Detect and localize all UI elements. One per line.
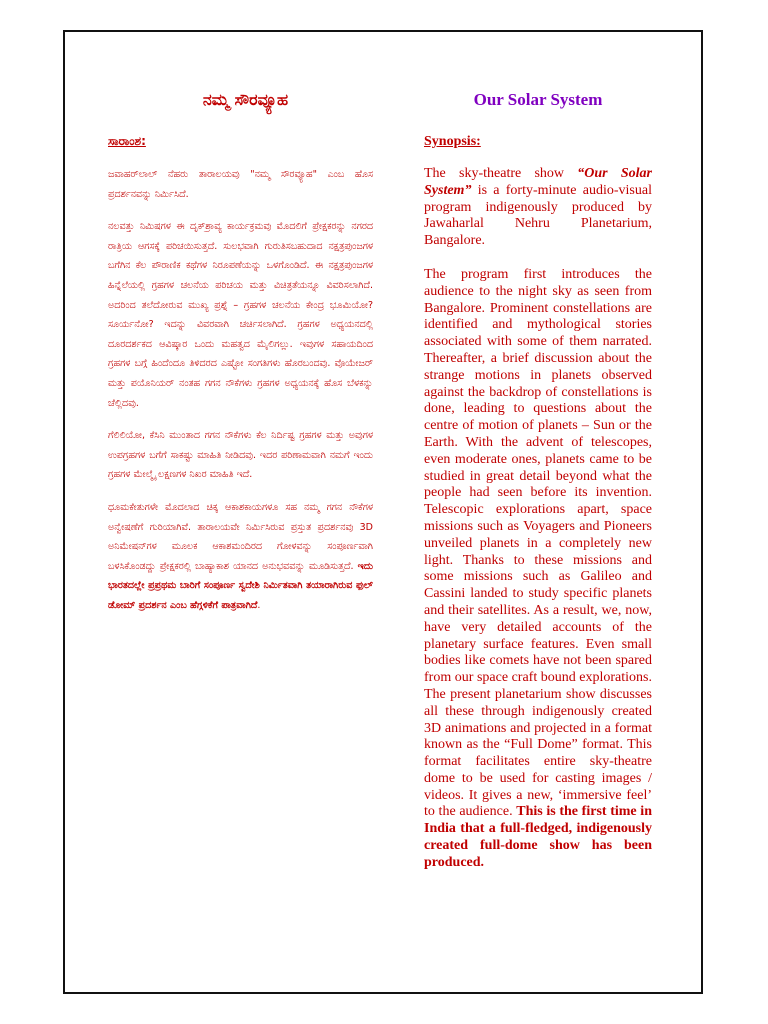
english-paragraph-2 [424, 267, 652, 872]
english-paragraph-2-text: The program first introduces the audience to the night sky as seen from Bangalore. Prominent constellations are identified and mythological stories associated with some of them narrated. Thereafter, a brief discussion about the strange motions in planets observed against the backdrop of constellations is done, leading to questions about the centre of motion of planets – Sun or the Earth. With the advent of telescopes, even moderate ones, planets came to be studied in great detail beyond what the people had seen before its invention. Telescopic explorations apart, space missions such as Voyagers and Pioneers unveiled planets in a completely new light. Thanks to these missions and some missions such as Galileo and Cassini landed to study specific planets and their satellites. As a result, we, now, have very detailed accounts of the planetary surface features. Even small bodies like comets have not been spared from our space craft bound explorations. The present planetarium show discusses all these through indigenously created 3D animations and projected in a format known as the “Full Dome” format. This format facilitates entire sky-theatre dome to be used for casting images / videos. It gives a new, ‘immersive feel’ to the audience. [424, 266, 652, 820]
english-paragraph-1 [424, 166, 652, 250]
english-synopsis-heading: Synopsis: [424, 134, 481, 149]
kannada-paragraph-3: ಗೆಲಿಲಿಯೋ, ಕೆಸಿನಿ ಮುಂತಾದ ಗಗನ ನೌಕೆಗಳು ಕೆಲ ನಿರ್ದಿಷ್ಟ ಗ್ರಹಗಳ ಮತ್ತು ಅವುಗಳ ಉಪಗ್ರಹಗಳ ಬಗೆಗೆ ಸಾಕಷ್ಟು ಮಾಹಿತಿ ನೀಡಿದವು. ಇದರ ಪರಿಣಾಮವಾಗಿ ನಮಗೆ ಇಂದು ಗ್ರಹಗಳ ಮೇಲ್ಮೈ ಲಕ್ಷಣಗಳ ನಿಖರ ಮಾಹಿತಿ ಇದೆ. [108, 430, 373, 481]
english-highlight-text: This is the first time in India that a full-fledged, indigenously created full-dome show has been produced. [424, 804, 652, 870]
english-paragraph-1-start: The sky-theatre show [424, 166, 578, 181]
english-paragraph-1-end: is a forty-minute audio-visual program indigenously produced by Jawaharlal Nehru Planetarium, Bangalore. [424, 182, 652, 249]
kannada-highlight-text: ಇದು ಭಾರತದಲ್ಲೇ ಪ್ರಪ್ರಥಮ ಬಾರಿಗೆ ಸಂಪೂರ್ಣ ಸ್ವದೇಶಿ ನಿರ್ಮಿತವಾಗಿ ತಯಾರಾಗಿರುವ ಫುಲ್ ಡೋಮ್ ಪ್ರದರ್ಶನ ಎಂಬ ಹೆಗ್ಗಳಿಕೆಗೆ ಪಾತ್ರವಾಗಿದೆ [108, 560, 373, 611]
kannada-paragraph-4 [108, 498, 373, 616]
kannada-paragraph-2: ನಲವತ್ತು ನಿಮಿಷಗಳ ಈ ದೃಕ್‌ಶ್ರಾವ್ಯ ಕಾರ್ಯಕ್ರಮವು ಮೊದಲಿಗೆ ಪ್ರೇಕ್ಷಕರನ್ನು ನಗರದ ರಾತ್ರಿಯ ಆಗಸಕ್ಕೆ ಪರಿಚಯಿಸುತ್ತದೆ. ಸುಲಭವಾಗಿ ಗುರುತಿಸಬಹುದಾದ ನಕ್ಷತ್ರಪುಂಜಗಳ ಬಗೆಗಿನ ಕೆಲ ಪೌರಾಣಿಕ ಕಥೆಗಳ ನಿರೂಪಣೆಯನ್ನು ಒಳಗೊಂಡಿದೆ. ಈ ನಕ್ಷತ್ರಪುಂಜಗಳ ಹಿನ್ನೆಲೆಯಲ್ಲಿ ಗ್ರಹಗಳ ಚಲನೆಯ ಪರಿಚಯ ಮತ್ತು ವಿಚಿತ್ರತೆಯನ್ನೂ ವಿವರಿಸಲಾಗಿದೆ. ಅದರಿಂದ ತಲೆದೋರುವ ಮುಖ್ಯ ಪ್ರಶ್ನೆ – ಗ್ರಹಗಳ ಚಲನೆಯ ಕೇಂದ್ರ ಭೂಮಿಯೋ? ಸೂರ್ಯನೋ? ಇದನ್ನು ವಿವರವಾಗಿ ಚರ್ಚಿಸಲಾಗಿದೆ. ಗ್ರಹಗಳ ಅಧ್ಯಯನದಲ್ಲಿ ದೂರದರ್ಶಕದ ಆವಿಷ್ಕಾರ ಒಂದು ಮಹತ್ವದ ಮೈಲಿಗಲ್ಲು. ಇವುಗಳ ಸಹಾಯದಿಂದ ಗ್ರಹಗಳ ಬಗ್ಗೆ ಹಿಂದೆಂದೂ ತಿಳಿದರದ ಎಷ್ಟೋ ಸಂಗತಿಗಳು ಹೊರಬಂದವು. ವೊಯೇಜರ್ ಮತ್ತು ಪಯೊನಿಯರ್ ನಂತಹ ಗಗನ ನೌಕೆಗಳು ಗ್ರಹಗಳ ಅಧ್ಯಯನಕ್ಕೆ ಹೊಸ ಬೆಳಕನ್ನು ಚೆಲ್ಲಿದವು. [108, 221, 373, 409]
kannada-paragraph-4-text: ಧೂಮಕೇತುಗಳೇ ಮೊದಲಾದ ಚಿಕ್ಕ ಆಕಾಶಕಾಯಗಳೂ ಸಹ ನಮ್ಮ ಗಗನ ನೌಕೆಗಳ ಅನ್ವೇಷಣೆಗೆ ಗುರಿಯಾಗಿವೆ. ತಾರಾಲಯವೇ ನಿರ್ಮಿಸಿರುವ ಪ್ರಸ್ತುತ ಪ್ರದರ್ಶನವು 3D ಅನಿಮೇಷನ್‌ಗಳ ಮೂಲಕ ಆಕಾಶಮಂದಿರದ ಗೋಳವನ್ನು ಸಂಪೂರ್ಣವಾಗಿ ಬಳಸಿಕೊಂಡದ್ದು ಪ್ರೇಕ್ಷಕರಲ್ಲಿ ಬಾಹ್ಯಾಕಾಶ ಯಾನದ ಅನುಭವವನ್ನು ಮೂಡಿಸುತ್ತದೆ. [108, 501, 373, 572]
kannada-title: ನಮ್ಮ ಸೌರವ್ಯೂಹ [202, 90, 289, 109]
english-title: Our Solar System [473, 90, 603, 109]
english-column [424, 90, 652, 889]
kannada-paragraph-1: ಜವಾಹರ್‌ಲಾಲ್ ನೆಹರು ತಾರಾಲಯವು "ನಮ್ಮ ಸೌರವ್ಯೂಹ" ಎಂಬ ಹೊಸ ಪ್ರದರ್ಶನವನ್ನು ನಿರ್ಮಿಸಿದೆ. [108, 169, 373, 200]
show-name: “Our Solar System” [424, 166, 652, 198]
kannada-column [108, 90, 373, 628]
kannada-synopsis-heading: ಸಾರಾಂಶ: [108, 134, 146, 148]
kannada-paragraph-4-end: . [257, 599, 261, 611]
